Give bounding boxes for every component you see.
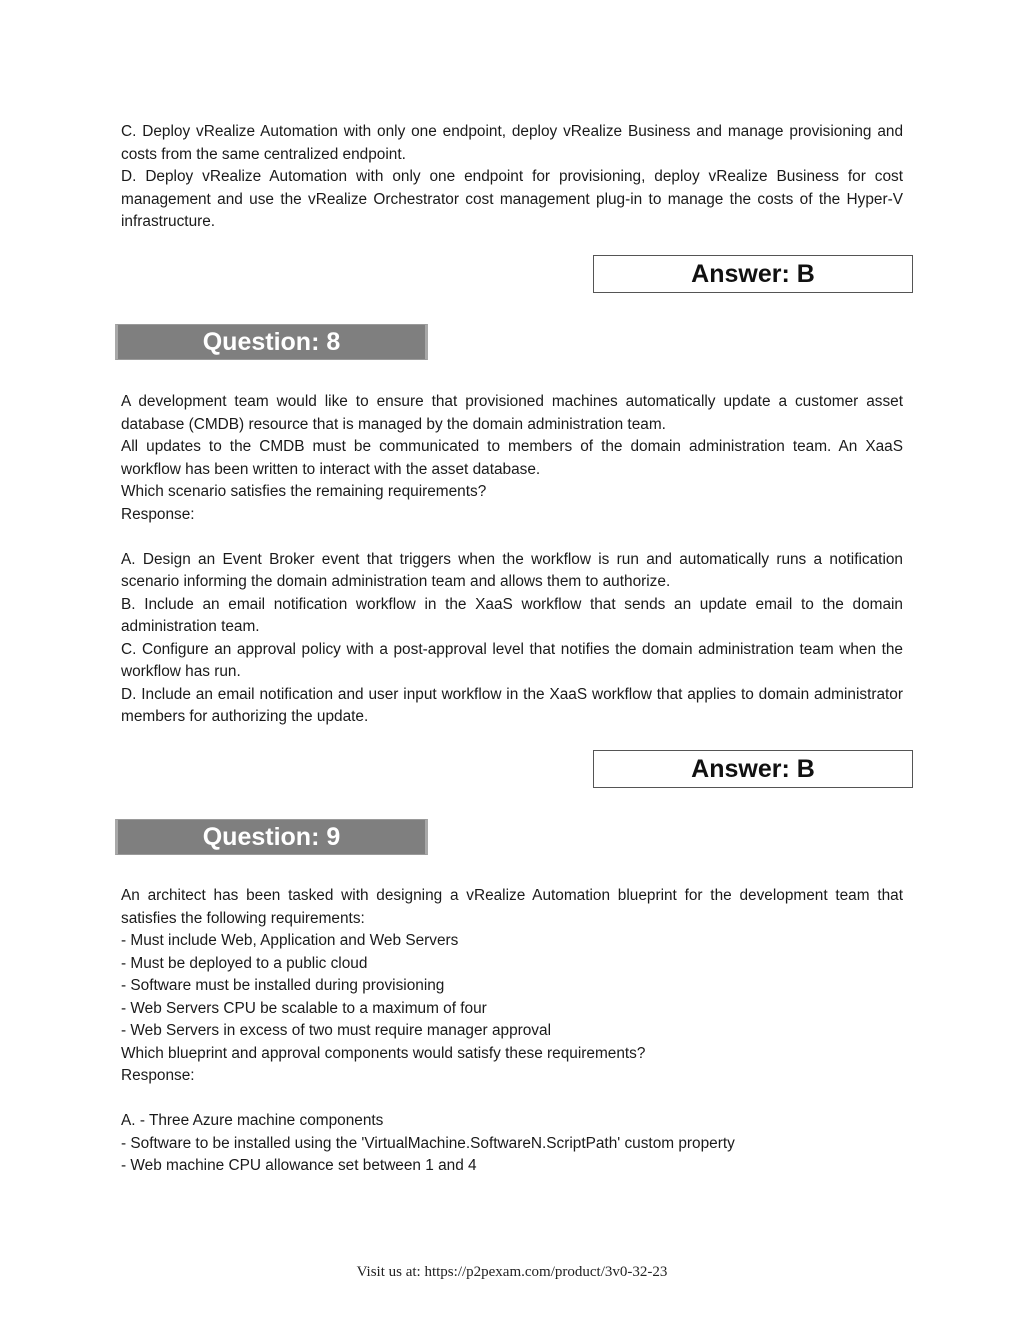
answer-label: Answer: B — [691, 754, 815, 783]
question-9-header — [115, 819, 428, 855]
requirement-item: - Must be deployed to a public cloud — [121, 954, 368, 972]
option-a: A. Design an Event Broker event that triggers when the workflow is run and automatically runs a notification scenario informing the domain administration team and allows them to authorize. — [121, 550, 903, 590]
answer-box — [593, 750, 913, 788]
question-9-content — [121, 885, 903, 1178]
answer-box — [593, 255, 913, 293]
response-label: Response: — [121, 1067, 195, 1084]
requirement-item: - Software must be installed during provisioning — [121, 977, 445, 994]
requirement-item: - Must include Web, Application and Web Servers — [121, 932, 459, 949]
spacer — [121, 526, 903, 549]
footer-link[interactable]: Visit us at: https://p2pexam.com/product/3v0-32-23 — [356, 1264, 668, 1280]
prev-question-options — [121, 121, 903, 234]
question-prompt: Which scenario satisfies the remaining requirements? — [121, 483, 487, 500]
option-a-detail: - Software to be installed using the 'VirtualMachine.SoftwareN.ScriptPath' custom property — [121, 1134, 735, 1152]
question-text: A development team would like to ensure that provisioned machines automatically update a customer asset database (CMDB) resource that is managed by the domain administration team. — [121, 393, 903, 433]
question-text: An architect has been tasked with designing a vRealize Automation blueprint for the development team that satisfies the following requirements: — [121, 887, 903, 927]
question-text: All updates to the CMDB must be communicated to members of the domain administration team. An XaaS workflow has been written to interact with the asset database. — [121, 438, 903, 478]
option-c: C. Deploy vRealize Automation with only one endpoint, deploy vRealize Business and manage provisioning and costs from the same centralized endpoint. — [121, 123, 903, 163]
question-title: Question: 8 — [202, 327, 341, 356]
option-b: B. Include an email notification workflow in the XaaS workflow that sends an update email to the domain administration team. — [121, 595, 903, 635]
option-c: C. Configure an approval policy with a post-approval level that notifies the domain administration team when the workflow has run. — [121, 640, 903, 680]
option-a: A. - Three Azure machine components — [121, 1112, 384, 1129]
question-title: Question: 9 — [202, 822, 341, 851]
option-d: D. Deploy vRealize Automation with only one endpoint for provisioning, deploy vRealize Business for cost management and use the vRealize Orchestrator cost management plug-in to manage the costs of the Hyper-V infrastructure. — [121, 168, 903, 230]
question-8-content — [121, 391, 903, 729]
response-label: Response: — [121, 505, 195, 523]
spacer — [121, 1088, 903, 1111]
question-prompt: Which blueprint and approval components would satisfy these requirements? — [121, 1044, 646, 1062]
answer-label: Answer: B — [691, 259, 815, 288]
requirement-item: - Web Servers in excess of two must require manager approval — [121, 1022, 551, 1039]
option-d: D. Include an email notification and user input workflow in the XaaS workflow that applies to domain administrator members for authorizing the update. — [121, 685, 903, 725]
question-8-header — [115, 324, 428, 360]
option-a-detail: - Web machine CPU allowance set between 1 and 4 — [121, 1157, 477, 1174]
requirement-item: - Web Servers CPU be scalable to a maximum of four — [121, 999, 487, 1017]
